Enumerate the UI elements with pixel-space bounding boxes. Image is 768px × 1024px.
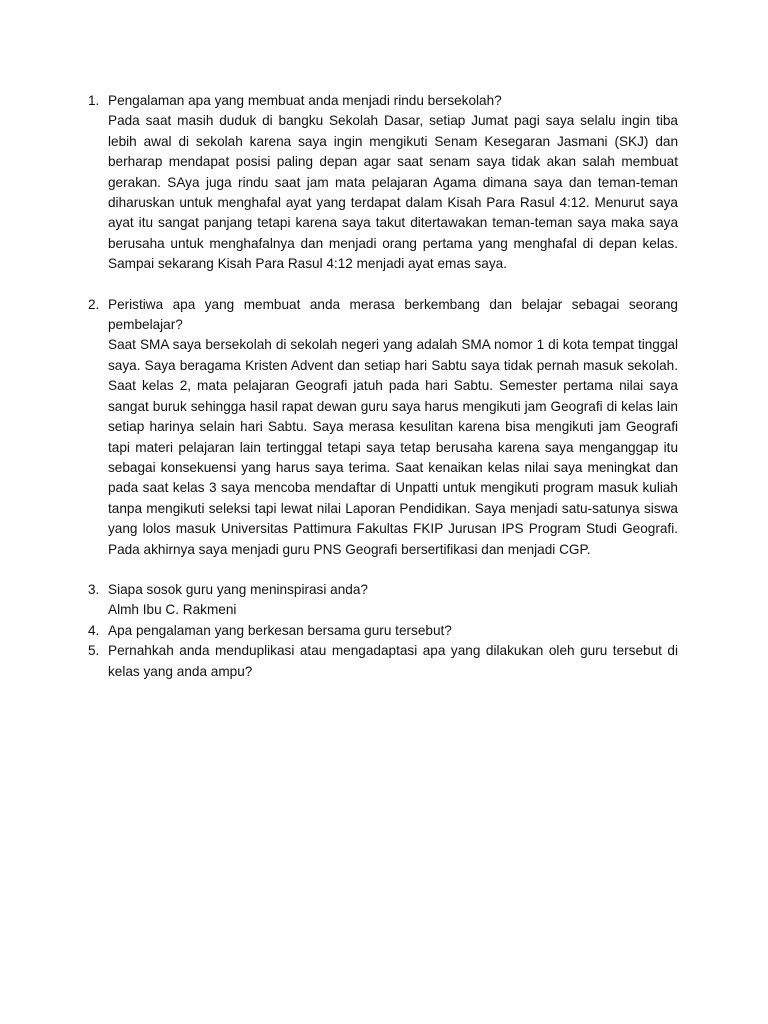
answer-text: Saat SMA saya bersekolah di sekolah negeri yang adalah SMA nomor 1 di kota tempat tinggal saya. Saya beragama Kristen Advent dan setiap hari Sabtu saya tidak pernah masuk sekolah. Saat kelas 2, mata pelajaran Geografi jatuh pada hari Sabtu. Semester pertama nilai saya sangat buruk sehingga hasil rapat dewan guru saya harus mengikuti jam Geografi di kelas lain setiap harinya selain hari Sabtu. Saya merasa kesulitan karena bisa mengikuti jam Geografi tapi materi pelajaran lain tertinggal tetapi saya tetap berusaha karena saya menganggap itu sebagai konsekuensi yang harus saya terima. Saat kenaikan kelas nilai saya meningkat dan pada saat kelas 3 saya mencoba mendaftar di Unpatti untuk mengikuti program masuk kuliah tanpa mengikuti seleksi tapi lewat nilai Laporan Pendidikan. Saya menjadi satu-satunya siswa yang lolos masuk Universitas Pattimura Fakultas FKIP Jurusan IPS Program Studi Geografi. Pada akhirnya saya menjadi guru PNS Geografi bersertifikasi dan menjadi CGP. (108, 337, 678, 557)
item-number: 4. (88, 622, 100, 638)
question-text: Pengalaman apa yang membuat anda menjadi rindu bersekolah? (108, 93, 502, 108)
question-text: Siapa sosok guru yang meninspirasi anda? (108, 581, 368, 597)
answer-text: Almh Ibu C. Rakmeni (108, 602, 237, 618)
item-number: 3. (88, 581, 100, 597)
question-item-1 (88, 91, 678, 275)
question-text: Pernahkah anda menduplikasi atau mengadaptasi apa yang dilakukan oleh guru tersebut di kelas yang anda ampu? (108, 643, 678, 679)
question-text: Peristiwa apa yang membuat anda merasa berkembang dan belajar sebagai seorang pembelajar? (108, 296, 678, 333)
answer-text: Pada saat masih duduk di bangku Sekolah Dasar, setiap Jumat pagi saya selalu ingin tiba lebih awal di sekolah karena saya ingin mengikuti Senam Kesegaran Jasmani (SKJ) dan berharap mendapat posisi paling depan agar saat senam saya tidak akan salah membuat gerakan. SAya juga rindu saat jam mata pelajaran Agama dimana saya dan teman-teman diharuskan untuk menghafal ayat yang terdapat dalam Kisah Para Rasul 4:12. Menurut saya ayat itu sangat panjang tetapi karena saya takut ditertawakan teman-teman saya maka saya berusaha untuk menghafalnya dan menjadi orang pertama yang menghafal di depan kelas. Sampai sekarang Kisah Para Rasul 4:12 menjadi ayat emas saya. (108, 113, 678, 272)
question-list (88, 91, 678, 682)
item-number: 2. (88, 296, 100, 312)
question-item-3 (88, 580, 678, 621)
item-number: 5. (88, 643, 100, 659)
question-item-5 (88, 641, 678, 682)
question-text: Apa pengalaman yang berkesan bersama guru tersebut? (108, 622, 452, 638)
question-item-2 (88, 295, 678, 560)
item-number: 1. (88, 93, 100, 108)
question-item-4 (88, 621, 678, 641)
